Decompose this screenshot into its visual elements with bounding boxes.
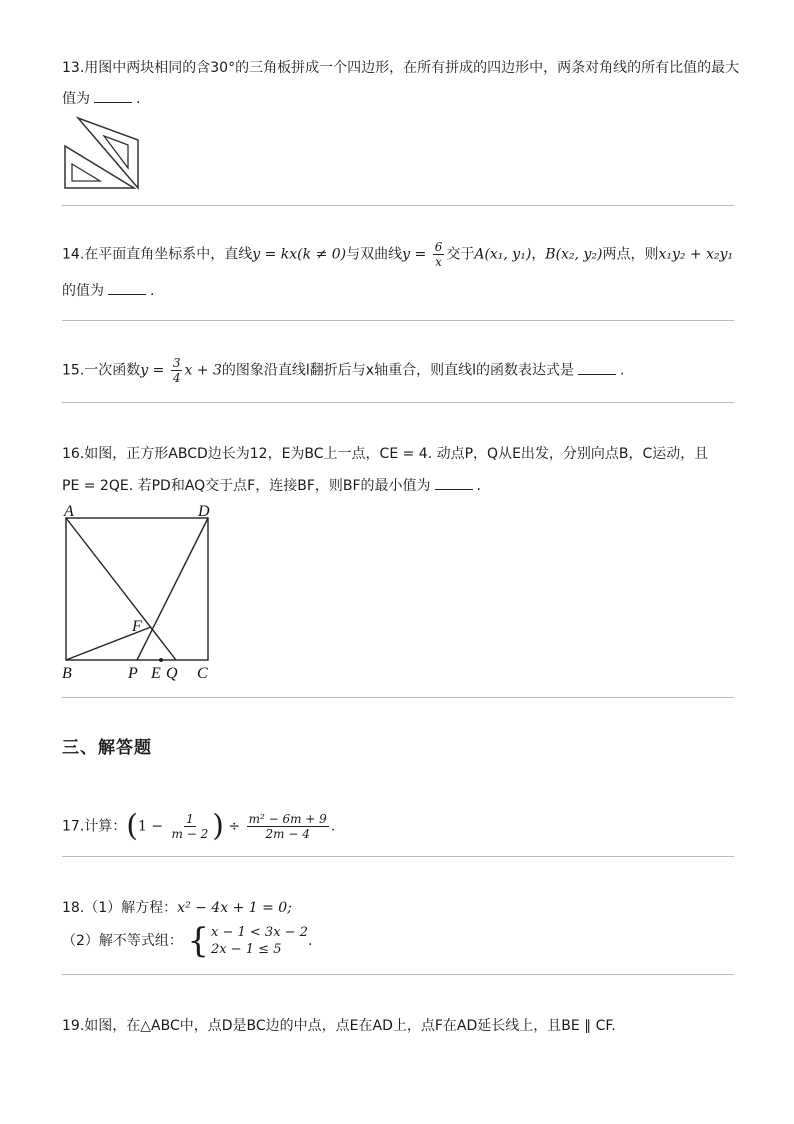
segment-pd bbox=[137, 518, 208, 660]
answer-blank[interactable] bbox=[578, 362, 616, 375]
label-p: P bbox=[128, 665, 138, 682]
square-abcd bbox=[66, 518, 208, 660]
q13-line1: 13.用图中两块相同的含30°的三角板拼成一个四边形，在所有拼成的四边形中，两条对角线的所有比值的最大 bbox=[62, 60, 740, 76]
square-geometry-figure bbox=[58, 500, 218, 682]
divider bbox=[62, 205, 734, 206]
q16-line1: 16.如图，正方形ABCD边长为12，E为BC上一点，CE = 4. 动点P，Q从E出发，分别向点B，C运动，且 bbox=[62, 446, 709, 462]
triangle-rulers-figure bbox=[62, 112, 142, 192]
label-c: C bbox=[197, 665, 208, 682]
q14-line2: 的值为 . bbox=[62, 283, 155, 299]
q19-line1: 19.如图，在△ABC中，点D是BC边的中点，点E在AD上，点F在AD延长线上，且BE ∥ CF. bbox=[62, 1018, 616, 1034]
q18-line1: 18.（1）解方程：x² − 4x + 1 = 0; bbox=[62, 900, 292, 916]
divider bbox=[62, 697, 734, 698]
divider bbox=[62, 856, 734, 857]
label-f: F bbox=[132, 618, 142, 635]
divider bbox=[62, 320, 734, 321]
label-b: B bbox=[62, 665, 72, 682]
answer-blank[interactable] bbox=[94, 90, 132, 103]
fraction: $\frac{1}{m - 2}$ bbox=[171, 812, 209, 841]
fraction: $\frac{6}{x}$ bbox=[434, 240, 443, 269]
q13-line2: 值为 . bbox=[62, 91, 141, 107]
label-a: A bbox=[64, 503, 74, 520]
label-q: Q bbox=[166, 665, 178, 682]
section-heading: 三、解答题 bbox=[62, 738, 152, 758]
divider bbox=[62, 402, 734, 403]
label-e: E bbox=[151, 665, 161, 682]
q18-line2: （2）解不等式组： { x − 1 < 3x − 2 2x − 1 ≤ 5 . bbox=[62, 921, 313, 961]
answer-blank[interactable] bbox=[435, 477, 473, 490]
fraction: $\frac{\text{m² − 6m + 9}}{2m - 4}$ bbox=[248, 812, 327, 841]
q17-line1: 17.计算：(1 − $\frac{1}{m - 2}$ ) ÷ $\frac{\text{m² − 6m + 9}}{2m - 4}$ . bbox=[62, 808, 336, 844]
fraction: $\frac{3}{4}$ bbox=[172, 356, 181, 385]
label-d: D bbox=[198, 503, 210, 520]
inequality-system: { x − 1 < 3x − 2 2x − 1 ≤ 5 bbox=[187, 921, 308, 961]
answer-blank[interactable] bbox=[108, 282, 146, 295]
point-e bbox=[159, 658, 163, 662]
q14-line1: 14.在平面直角坐标系中，直线y = kx(k ≠ 0)与双曲线y = $\frac{6}{x}$ 交于A(x₁, y₁)，B(x₂, y₂)两点，则x₁y₂ + x₂y₁ bbox=[62, 240, 734, 269]
q15-line1: 15.一次函数y = $\frac{3}{4}$ x + 3的图象沿直线l翻折后与x轴重合，则直线l的函数表达式是 . bbox=[62, 356, 625, 385]
divider bbox=[62, 974, 734, 975]
q16-line2: PE = 2QE. 若PD和AQ交于点F，连接BF，则BF的最小值为 . bbox=[62, 478, 481, 494]
